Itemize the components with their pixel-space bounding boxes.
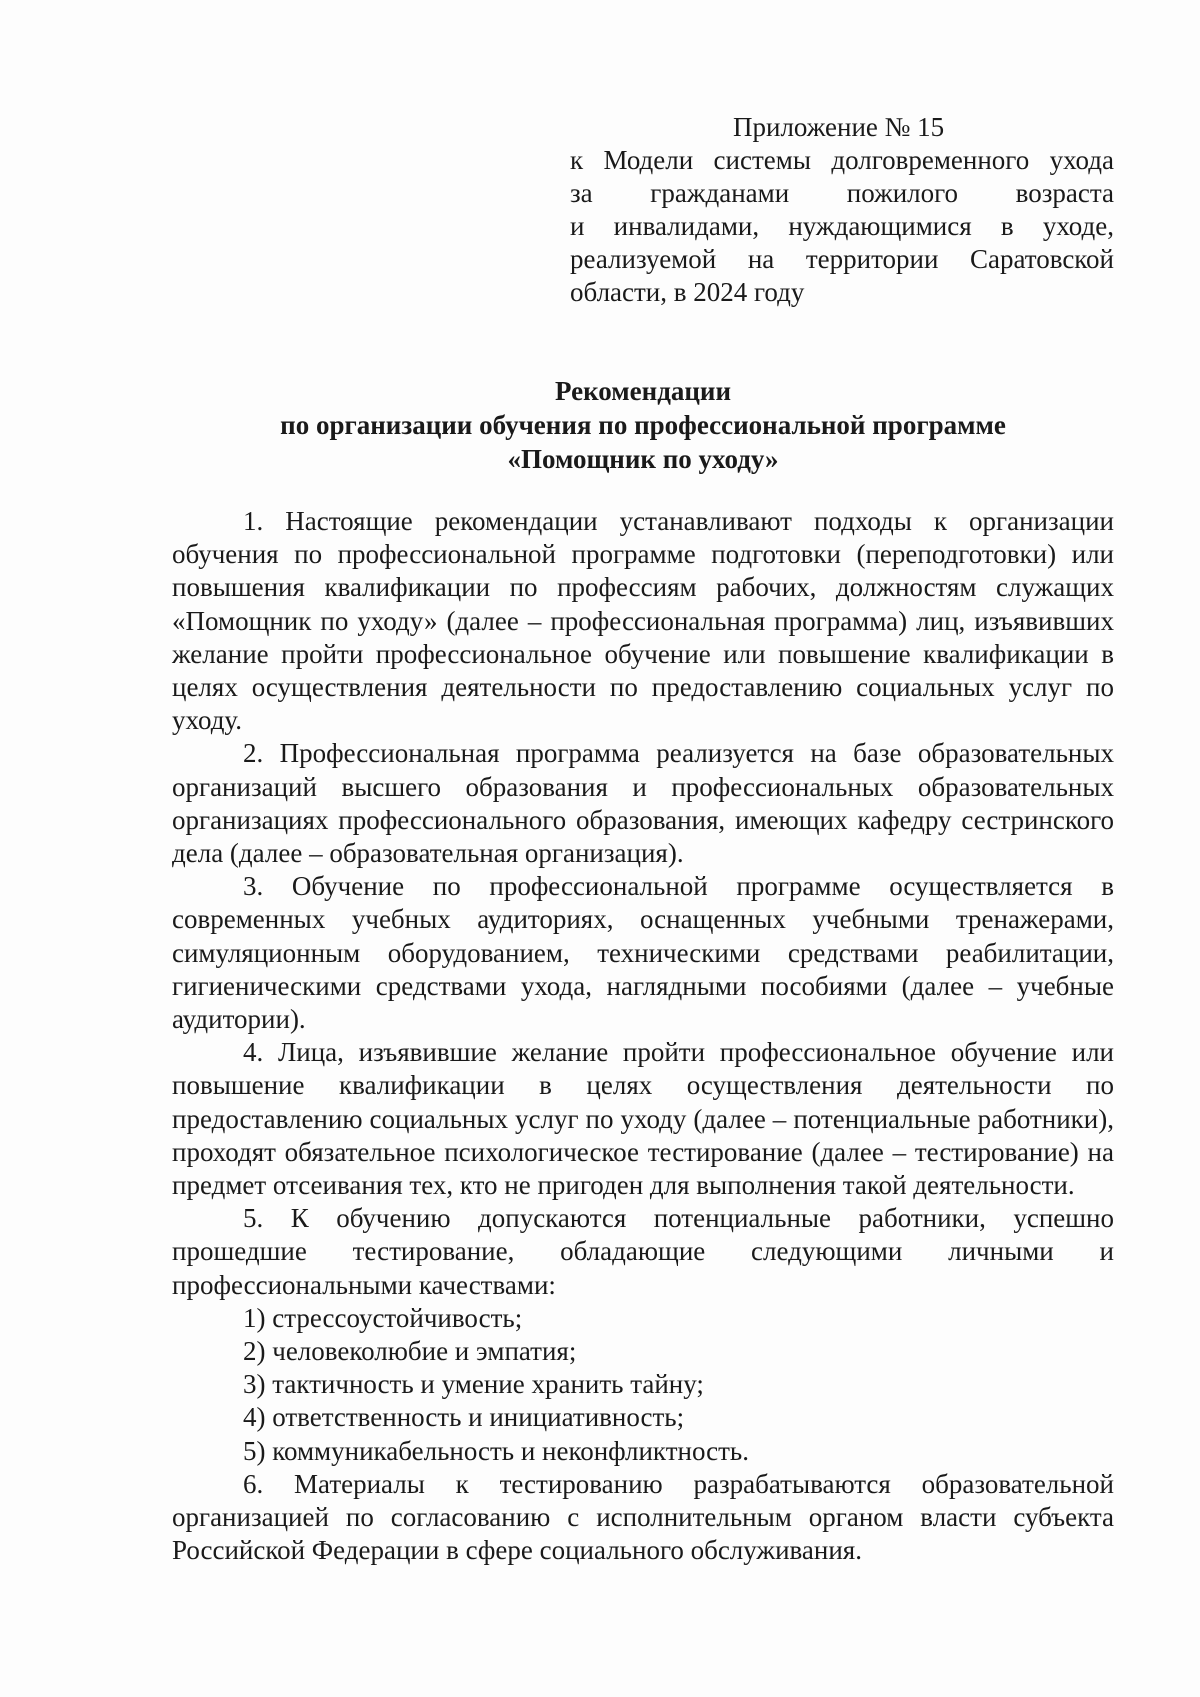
appendix-line: реализуемой на территории Саратовской	[570, 244, 1114, 274]
paragraph-1: 1. Настоящие рекомендации устанавливают подходы к организации обучения по профессиональной программе подготовки (переподготовки) или повышения квалификации по профессиям рабочих, должностям служащих «Помощник по уходу» (далее – профессиональная программа) лиц, изъявивших желание пройти профессиональное обучение или повышение квалификации в целях осуществления деятельности по предоставлению социальных услуг по уходу.	[172, 506, 1114, 736]
appendix-line: за гражданами пожилого возраста	[570, 178, 1114, 208]
list-item: 1) стрессоустойчивость;	[243, 1302, 523, 1333]
appendix-line: области, в 2024 году	[570, 277, 805, 307]
paragraph-4: 4. Лица, изъявившие желание пройти профессиональное обучение или повышение квалификации в целях осуществления деятельности по предоставлению социальных услуг по уходу (далее – потенциальные работники), проходят обязательное психологическое тестирование (далее – тестирование) на предмет отсеивания тех, кто не пригоден для выполнения такой деятельности.	[172, 1037, 1114, 1201]
list-item: 3) тактичность и умение хранить тайну;	[243, 1369, 704, 1400]
list-item: 4) ответственность и инициативность;	[243, 1402, 685, 1433]
list-item: 2) человеколюбие и эмпатия;	[243, 1336, 577, 1367]
paragraph-3: 3. Обучение по профессиональной программе осуществляется в современных учебных аудиториях, оснащенных учебными тренажерами, симуляционным оборудованием, техническими средствами реабилитации, гигиеническими средствами ухода, наглядными пособиями (далее – учебные аудитории).	[172, 871, 1114, 1035]
title-line: «Помощник по уходу»	[507, 444, 779, 474]
appendix-line: к Модели системы долговременного ухода	[570, 145, 1114, 175]
document-title	[172, 374, 1114, 476]
appendix-header	[570, 111, 1114, 309]
paragraph-6: 6. Материалы к тестированию разрабатываются образовательной организацией по согласованию с исполнительным органом власти субъекта Российской Федерации в сфере социального обслуживания.	[172, 1468, 1114, 1566]
appendix-line: и инвалидами, нуждающимися в уходе,	[570, 211, 1114, 241]
appendix-number: Приложение № 15	[733, 112, 945, 142]
document-body	[172, 505, 1114, 1568]
qualities-list	[172, 1302, 1114, 1468]
list-item: 5) коммуникабельность и неконфликтность.	[243, 1435, 749, 1466]
title-line: по организации обучения по профессиональной программе	[280, 410, 1006, 440]
title-line: Рекомендации	[554, 376, 732, 406]
paragraph-2: 2. Профессиональная программа реализуется на базе образовательных организаций высшего образования и профессиональных образовательных организациях профессионального образования, имеющих кафедру сестринского дела (далее – образовательная организация).	[172, 738, 1114, 869]
paragraph-5: 5. К обучению допускаются потенциальные работники, успешно прошедшие тестирование, обладающие следующими личными и профессиональными качествами:	[172, 1203, 1114, 1300]
